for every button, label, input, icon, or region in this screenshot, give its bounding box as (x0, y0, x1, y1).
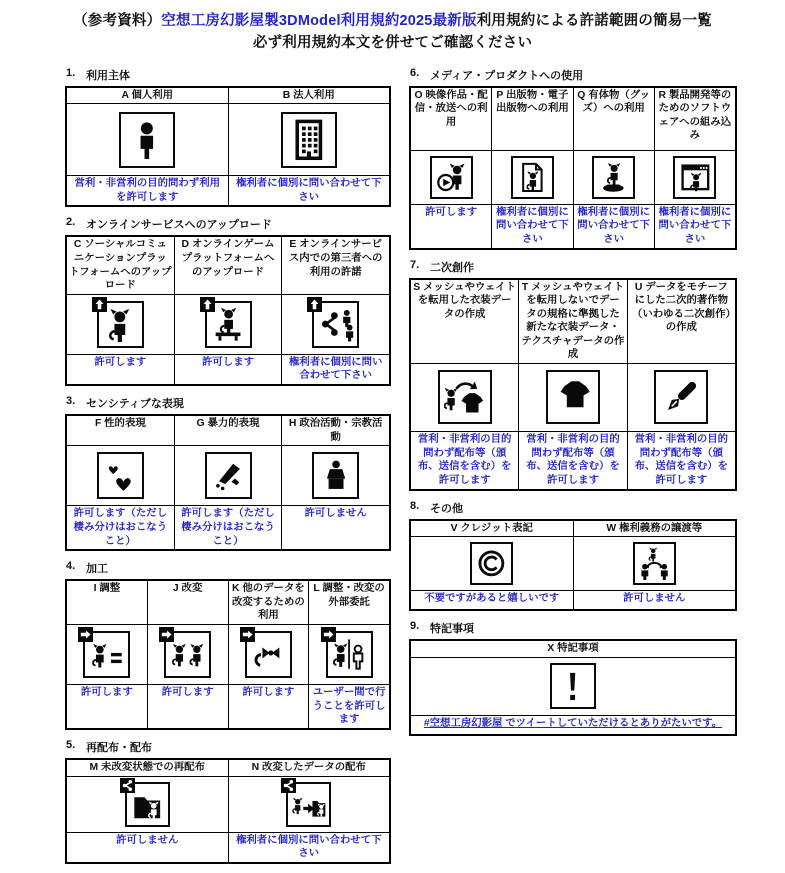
share-badge-icon (120, 778, 135, 793)
section-2 (65, 216, 391, 386)
left-column (65, 67, 391, 873)
table-row (411, 641, 735, 657)
table-row (411, 431, 735, 489)
upload-badge-icon (200, 297, 215, 312)
right-column (409, 67, 737, 873)
section-number: 2. (66, 216, 76, 229)
cell-icon-R (654, 150, 735, 204)
folder-cat-icon (125, 782, 170, 827)
cell-icon-M (67, 776, 228, 832)
cell-label-I: I 調整 (93, 583, 121, 595)
section-table (65, 579, 391, 730)
cell-status-V: 不要ですがあると嬉しいです (411, 590, 573, 609)
software-window-icon (673, 156, 716, 199)
cell-icon-W (573, 536, 736, 590)
section-heading (410, 67, 737, 83)
cell-status-O: 許可します (411, 204, 491, 248)
table-row (411, 657, 735, 715)
section-title: 特記事項 (430, 623, 474, 636)
cell-status-A: 営利・非営利の目的問わず利用を許可します (67, 175, 228, 205)
section-4 (65, 560, 391, 730)
cell-label-T: T メッシュやウェイトを転用しないでデータの規格に準拠した新たな衣装データ・テクスチャデータの作成 (518, 280, 626, 363)
section-table (409, 278, 737, 491)
section-title: その他 (430, 502, 463, 515)
cell-icon-X (411, 657, 735, 715)
cell-icon-S (411, 363, 518, 431)
cell-icon-H (281, 445, 389, 505)
section-table (409, 86, 737, 250)
cell-status-F: 許可します（ただし棲み分けはおこなうこと） (67, 505, 174, 549)
section-title: センシティブな表現 (86, 398, 184, 411)
table-row (67, 294, 389, 354)
cell-label-S: S メッシュやウェイトを転用した衣装データの作成 (413, 281, 517, 320)
cell-label-M: M 未改変状態での再配布 (89, 762, 205, 773)
cell-icon-E (281, 294, 389, 354)
cell-icon-N (228, 776, 390, 832)
table-row (67, 684, 389, 728)
section-title: 加工 (86, 563, 108, 576)
rights-transfer-icon (633, 542, 676, 585)
section-heading (410, 259, 737, 275)
hearts-icon (97, 452, 144, 499)
page-title (0, 0, 785, 55)
costume-icon (546, 370, 600, 424)
table-row (67, 505, 389, 549)
section-number: 9. (410, 620, 420, 633)
cell-icon-F (67, 445, 174, 505)
cell-label-H: H 政治活動・宗教活動 (281, 416, 389, 445)
cell-status-K: 許可します (228, 684, 309, 728)
cell-icon-V (411, 536, 573, 590)
two-cats-icon (164, 631, 211, 678)
folder-transfer-icon (286, 782, 331, 827)
video-play-icon (430, 156, 473, 199)
podium-icon (312, 452, 359, 499)
cell-icon-I (67, 624, 147, 684)
cell-icon-O (411, 150, 491, 204)
section-title: メディア・プロダクトへの使用 (430, 69, 584, 82)
section-9 (409, 620, 737, 736)
table-row (411, 590, 735, 609)
cell-label-L: L 調整・改変の外部委託 (308, 581, 389, 624)
cell-icon-G (174, 445, 282, 505)
cell-status-L: ユーザー間で行うことを許可します (308, 684, 389, 728)
cell-label-V: V クレジット表記 (450, 522, 533, 534)
table-row (67, 103, 389, 175)
cell-icon-L (308, 624, 389, 684)
cell-label-R: R 製品開発等のためのソフトウェアへの組み込み (654, 88, 735, 150)
section-number: 6. (410, 66, 420, 79)
publication-icon (511, 156, 554, 199)
title-line1 (0, 11, 785, 33)
cell-status-E: 権利者に個別に問い合わせて下さい (281, 354, 389, 384)
cell-label-B: B 法人利用 (228, 88, 390, 104)
cell-label-E: E オンラインサービス内での第三者への利用の許諾 (281, 237, 389, 293)
section-8 (409, 500, 737, 612)
cell-label-Q: Q 有体物（グッズ）への利用 (573, 88, 654, 150)
section-number: 1. (66, 66, 76, 79)
cell-icon-B (228, 103, 390, 175)
cell-icon-A (67, 103, 228, 175)
table-row (67, 760, 389, 776)
modify-arrow-badge-icon (78, 627, 93, 642)
table-row (411, 280, 735, 363)
cell-icon-U (627, 363, 735, 431)
cell-icon-C (67, 294, 174, 354)
cell-status-R: 権利者に個別に問い合わせて下さい (654, 204, 735, 248)
section-heading (66, 739, 391, 755)
outsource-icon (326, 631, 373, 678)
table-row (411, 363, 735, 431)
cell-label-X: X 特記事項 (547, 643, 599, 655)
cell-status-U: 営利・非営利の目的問わず配布等（頒布、送信を含む）を許可します (627, 431, 735, 489)
upload-badge-icon (92, 297, 107, 312)
building-icon (281, 112, 337, 168)
section-number: 4. (66, 560, 76, 573)
table-row (67, 832, 389, 862)
section-number: 3. (66, 395, 76, 408)
modify-arrow-badge-icon (321, 627, 336, 642)
section-table (409, 639, 737, 736)
section-heading (66, 395, 391, 411)
knife-icon (205, 452, 252, 499)
cell-status-G: 許可します（ただし棲み分けはおこなうこと） (174, 505, 282, 549)
cell-label-G: G 暴力的表現 (174, 416, 282, 445)
section-5 (65, 739, 391, 864)
cell-icon-D (174, 294, 282, 354)
share-badge-icon (281, 778, 296, 793)
copyright-icon (470, 542, 513, 585)
section-table (65, 86, 391, 208)
cell-label-W: W 権利義務の譲渡等 (573, 521, 736, 537)
cat-person-icon (97, 301, 144, 348)
section-3 (65, 395, 391, 551)
cell-label-P: P 出版物・電子出版物への利用 (491, 88, 572, 150)
table-row (411, 715, 735, 734)
modify-arrow-badge-icon (159, 627, 174, 642)
exclamation-icon (550, 663, 596, 709)
table-row (67, 776, 389, 832)
section-table (409, 519, 737, 612)
cell-status-S: 営利・非営利の目的問わず配布等（頒布、送信を含む）を許可します (411, 431, 518, 489)
cell-label-N: N 改変したデータの配布 (228, 760, 390, 776)
cell-status-J: 許可します (147, 684, 228, 728)
cell-icon-Q (573, 150, 654, 204)
title-suffix: 利用規約による許諾範囲の簡易一覧 (476, 13, 712, 29)
section-number: 7. (410, 258, 420, 271)
title-model-name: 空想工房幻影屋製3DModel利用規約2025最新版 (161, 13, 477, 29)
table-row (67, 354, 389, 384)
mesh-reuse-icon (438, 370, 492, 424)
section-title: 再配布・配布 (86, 742, 152, 754)
two-column-layout (65, 67, 785, 873)
table-row (67, 624, 389, 684)
cell-status-D: 許可します (174, 354, 282, 384)
person-icon (119, 112, 175, 168)
cat-desk-icon (205, 301, 252, 348)
table-row (67, 581, 389, 624)
section-title: 二次創作 (430, 261, 474, 274)
cell-status-H: 許可しません (281, 505, 389, 549)
section-7 (409, 259, 737, 491)
section-table (65, 414, 391, 551)
cell-icon-T (518, 363, 626, 431)
cell-status-P: 権利者に個別に問い合わせて下さい (491, 204, 572, 248)
cell-label-J: J 改変 (147, 581, 228, 624)
adjust-equal-icon (83, 631, 130, 678)
cell-icon-P (491, 150, 572, 204)
title-prefix: （参考資料） (73, 13, 162, 29)
cell-status-M: 許可しません (67, 832, 228, 862)
cell-status-I: 許可します (67, 684, 147, 728)
upload-badge-icon (307, 297, 322, 312)
cell-status-C: 許可します (67, 354, 174, 384)
table-row (67, 445, 389, 505)
cell-status-N: 権利者に個別に問い合わせて下さい (228, 832, 390, 862)
cell-label-K: K 他のデータを改変するための利用 (228, 581, 309, 624)
table-row (411, 536, 735, 590)
table-row (411, 88, 735, 150)
table-row (411, 150, 735, 204)
table-row (67, 416, 389, 445)
cell-label-A: A 個人利用 (121, 89, 174, 101)
modify-arrow-badge-icon (240, 627, 255, 642)
cell-label-D: D オンラインゲームプラットフォームへのアップロード (174, 237, 282, 293)
section-6 (409, 67, 737, 250)
cell-label-O: O 映像作品・配信・放送への利用 (414, 89, 488, 128)
section-table (65, 235, 391, 386)
table-row (67, 175, 389, 205)
cell-status-Q: 権利者に個別に問い合わせて下さい (573, 204, 654, 248)
cell-status-B: 権利者に個別に問い合わせて下さい (228, 175, 390, 205)
table-row (67, 88, 389, 104)
section-heading (410, 500, 737, 516)
figurine-icon (592, 156, 635, 199)
table-row (411, 204, 735, 248)
cell-label-F: F 性的表現 (94, 418, 146, 430)
section-title: オンラインサービスへのアップロード (86, 219, 272, 232)
section-table (65, 758, 391, 864)
table-row (67, 237, 389, 293)
cell-label-C: C ソーシャルコミュニケーションプラットフォームへのアップロード (69, 239, 172, 292)
section-heading (66, 67, 391, 83)
share-users-icon (312, 301, 359, 348)
cell-status-W: 許可しません (573, 590, 736, 609)
title-line2: 必ず利用規約本文を併せてご確認ください (252, 34, 533, 51)
section-number: 5. (66, 739, 76, 751)
cell-label-U: U データをモチーフにした二次的著作物（いわゆる二次創作）の作成 (627, 280, 735, 363)
hashtag-tweet-link[interactable]: #空想工房幻影屋 でツイートしていただけるとありがたいです。 (411, 715, 735, 734)
section-heading (66, 560, 391, 576)
cell-icon-K (228, 624, 309, 684)
cell-icon-J (147, 624, 228, 684)
section-title: 利用主体 (86, 69, 130, 82)
section-number: 8. (410, 499, 420, 512)
cell-status-T: 営利・非営利の目的問わず配布等（頒布、送信を含む）を許可します (518, 431, 626, 489)
section-1 (65, 67, 391, 208)
pen-icon (654, 370, 708, 424)
table-row (411, 521, 735, 537)
section-heading (66, 216, 391, 232)
section-heading (410, 620, 737, 636)
ribbon-tail-icon (245, 631, 292, 678)
